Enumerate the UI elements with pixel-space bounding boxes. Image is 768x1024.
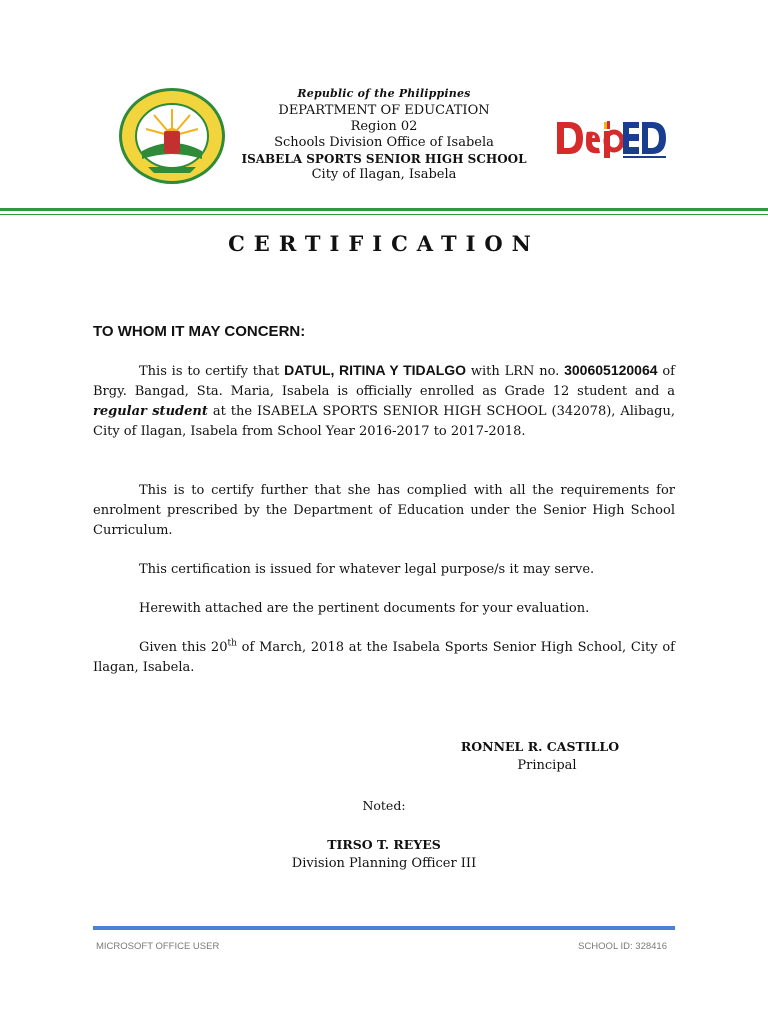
p4-text: Herewith attached are the pertinent documents for your evaluation. [139, 601, 590, 616]
p3-text: This certification is issued for whatever legal purpose/s it may serve. [139, 562, 595, 577]
p5-text-a: Given this 20 [139, 640, 228, 655]
deped-logo-icon [555, 118, 669, 160]
p1-text-b: with LRN no. [466, 364, 565, 379]
header-division-text: Schools Division Office of Isabela [274, 135, 494, 150]
paragraph-purpose [93, 560, 675, 580]
header-divider-thick [0, 208, 768, 211]
header-region-text: Region 02 [350, 119, 418, 134]
paragraph-requirements [93, 481, 675, 541]
p1-text-c: of Brgy. Bangad, Sta. Maria, Isabela is officially enrolled as Grade 12 student and a [93, 364, 675, 399]
p5-text-b: of March, 2018 at the Isabela Sports Senior High School, City of Ilagan, Isabela. [93, 640, 675, 675]
header-school-name: ISABELA SPORTS SENIOR HIGH SCHOOL [241, 152, 527, 166]
noted-label: Noted: [362, 798, 406, 813]
header-divider-thin [0, 214, 768, 215]
student-lrn: 300605120064 [564, 362, 658, 378]
document-title: CERTIFICATION [228, 231, 540, 256]
student-name: DATUL, RITINA Y TIDALGO [284, 362, 467, 378]
header-city-text: City of Ilagan, Isabela [311, 167, 457, 182]
header-republic-text: Republic of the Philippines [297, 87, 471, 100]
footer-author: MICROSOFT OFFICE USER [96, 941, 220, 952]
planning-officer-title: Division Planning Officer III [291, 856, 477, 871]
footer-divider [93, 926, 675, 930]
principal-title: Principal [517, 758, 577, 773]
p1-text-d: at the ISABELA SPORTS SENIOR HIGH SCHOOL (342078), Alibagu, City of Ilagan, Isabela from School Year 2016-2017 to 2017-2018. [93, 404, 675, 439]
paragraph-date-place [93, 638, 675, 678]
paragraph-enrollment [93, 360, 675, 442]
principal-name: RONNEL R. CASTILLO [460, 739, 620, 754]
header-department-text: DEPARTMENT OF EDUCATION [278, 103, 490, 118]
p2-text: This is to certify further that she has complied with all the requirements for enrolment prescribed by the Department of Education under the Senior High School Curriculum. [93, 483, 675, 538]
p5-superscript: th [227, 638, 237, 649]
footer-school-id: SCHOOL ID: 328416 [578, 941, 667, 952]
student-status: regular student [93, 404, 208, 419]
paragraph-attachments [93, 599, 675, 619]
salutation: TO WHOM IT MAY CONCERN: [93, 323, 306, 340]
planning-officer-name: TIRSO T. REYES [327, 837, 441, 852]
p1-text-a: This is to certify that [139, 364, 285, 379]
